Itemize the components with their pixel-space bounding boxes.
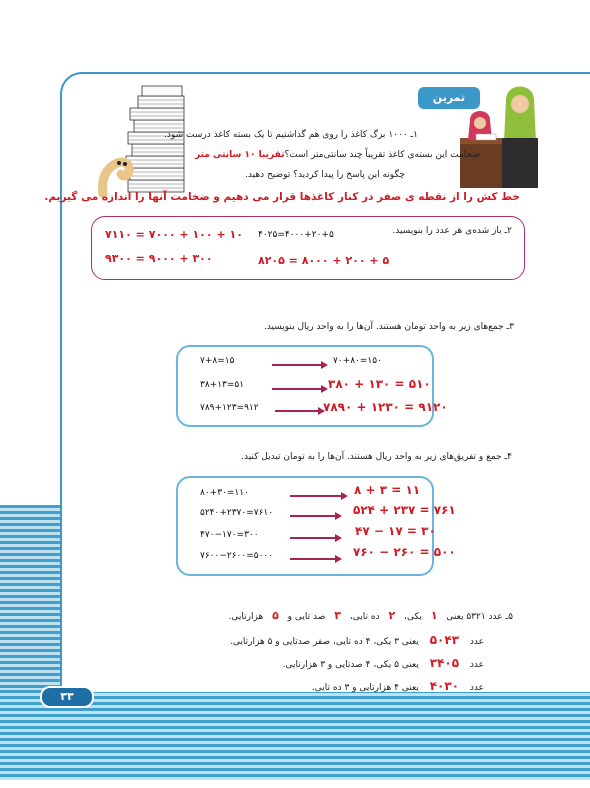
q5-row-2-text: یعنی ۵ یکی، ۴ صدتایی و ۳ هزارتایی. (282, 660, 419, 670)
q5-line1 (229, 609, 513, 622)
page-number-badge (40, 686, 94, 708)
q5-hundreds-label: صد تایی و (287, 612, 326, 622)
q2-prompt: ۲ـ باز شده‌ی هر عدد را بنویسید. (392, 226, 512, 236)
q3-right-1: ۷۰+۸۰=۱۵۰ (333, 356, 382, 366)
q4-arrow-4 (290, 558, 336, 560)
q3-left-1: ۷+۸=۱۵ (200, 356, 235, 366)
q5-row-3-text: یعنی ۴ هزارتایی و ۳ ده تایی. (311, 683, 419, 693)
q4-right-3: ۴۷ − ۱۷ = ۳۰ (355, 524, 436, 538)
q4-left-2: ۵۲۴۰+۲۳۷۰=۷۶۱۰ (200, 508, 274, 518)
q3-left-2: ۳۸+۱۳=۵۱ (200, 380, 245, 390)
q4-right-2: ۵۲۴ + ۲۳۷ = ۷۶۱ (353, 503, 456, 517)
q5-row-2-answer: ۳۴۰۵ (429, 656, 460, 670)
q5-answer-ones: ۱ (430, 609, 438, 622)
q3-right-2: ۳۸۰ + ۱۳۰ = ۵۱۰ (328, 377, 431, 391)
q1-line1: ۱ـ ۱۰۰۰ برگ کاغذ را روی هم گذاشتیم تا یک بسته کاغذ درست شود. (164, 130, 418, 140)
q4-left-4: ۷۶۰۰−۲۶۰۰=۵۰۰۰ (200, 551, 274, 561)
q4-right-4: ۷۶۰ − ۲۶۰ = ۵۰۰ (353, 545, 456, 559)
q3-prompt: ۳ـ جمع‌های زیر به واحد تومان هستند. آن‌ها را به واحد ریال بنویسید. (263, 322, 514, 332)
q2-expr-1: ۴۰۲۵=۴۰۰۰+۲۰+۵ (258, 230, 334, 240)
q3-left-3: ۷۸۹+۱۲۳=۹۱۲ (200, 403, 259, 413)
teacher-student-illustration (458, 82, 538, 190)
q3-right-3: ۷۸۹۰ + ۱۲۳۰ = ۹۱۲۰ (323, 400, 448, 414)
q5-row-2 (283, 656, 484, 670)
q4-left-1: ۸۰+۳۰=۱۱۰ (200, 488, 249, 498)
q2-expr-2: ۸۲۰۵ = ۸۰۰۰ + ۲۰۰ + ۵ (258, 254, 390, 267)
q5-row-3 (312, 679, 484, 693)
page-number: ۳۳ (60, 690, 74, 703)
q3-arrow-3 (275, 410, 319, 412)
q4-arrow-1 (290, 495, 342, 497)
q1-line2 (195, 150, 480, 160)
q1-answer: خط کش را از نقطه ی صفر در کنار کاغذها قرار می دهیم و ضخامت آنها را اندازه می گیریم. (44, 191, 520, 203)
q5-ones-label: یکی، (404, 612, 422, 622)
q4-arrow-3 (290, 537, 336, 539)
q5-row-2-label: عدد (469, 660, 484, 670)
q5-answer-thousands: ۵ (272, 609, 279, 622)
q5-row-3-label: عدد (469, 683, 484, 693)
q2-answer-1: ۷۱۱۰ = ۷۰۰۰ + ۱۰۰ + ۱۰ (105, 228, 243, 241)
q3-arrow-1 (272, 364, 322, 366)
q4-arrow-2 (290, 515, 336, 517)
q5-tens-label: ده تایی، (349, 612, 380, 622)
q5-row-3-answer: ۴۰۳۰ (429, 679, 460, 693)
q2-answer-2: ۹۳۰۰ = ۹۰۰۰ + ۳۰۰ (105, 252, 213, 265)
q4-prompt: ۴ـ جمع و تفریق‌های زیر به واحد ریال هستند. آن‌ها را به تومان تبدیل کنید. (241, 452, 512, 462)
q5-row-1-label: عدد (469, 637, 484, 647)
q5-answer-tens: ۲ (388, 609, 396, 622)
q5-row-1-answer: ۵۰۴۳ (429, 633, 460, 647)
q5-row-1 (230, 633, 484, 647)
q4-left-3: ۴۷۰−۱۷۰=۳۰۰ (200, 530, 259, 540)
q1-line2-question: ضخامت این بسته‌ی کاغذ تقریباً چند سانتی‌متر است؟ (284, 150, 480, 160)
q5-thousands-label: هزارتایی. (228, 612, 264, 622)
q5-row-1-text: یعنی ۳ یکی، ۴ ده تایی، صفر صدتایی و ۵ هزارتایی. (230, 637, 419, 647)
page-bottom-margin (0, 780, 590, 788)
q1-line3: چگونه این پاسخ را پیدا کردید؟ توضیح دهید. (245, 170, 405, 180)
q4-right-1: ۸ + ۳ = ۱۱ (354, 483, 421, 497)
q5-prefix: ۵ـ عدد ۵۳۲۱ یعنی (446, 612, 513, 622)
q3-arrow-2 (272, 388, 322, 390)
q2-expr-2-label (258, 254, 389, 267)
page-title: تمرین (432, 91, 466, 104)
q5-answer-hundreds: ۳ (334, 609, 341, 622)
q1-line2-answer: تقریبا ۱۰ سانتی متر (195, 150, 285, 160)
